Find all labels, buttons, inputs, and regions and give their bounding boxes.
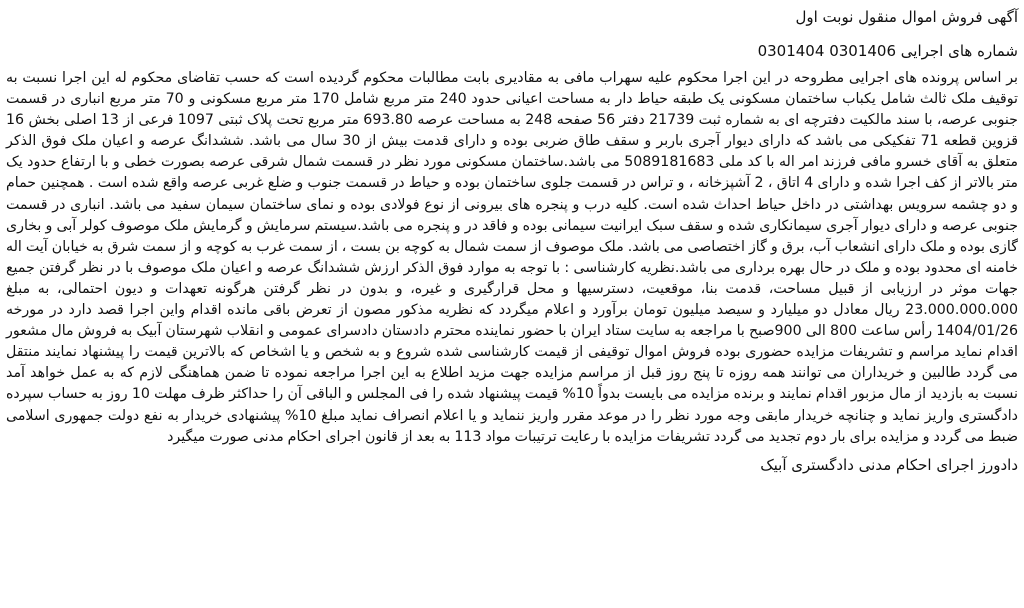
notice-body: بر اساس پرونده های اجرایی مطروحه در این اجرا محکوم علیه سهراب مافی به مقادیری بابت مطالبات محکوم گردیده است که حسب تقاضای محکوم له این اجرا نسبت به توقیف ملک ثالث شامل یکباب ساختمان مسکونی یک طبقه حیاط دار به مساحت اعیانی حدود 240 متر مربع شامل 170 متر مربع مسکونی و 70 متر مربع انباری در قسمت جنوبی عرصه، با سند مالکیت دفترچه ای به شماره ثبت 21739 دفتر 56 صفحه 248 به مساحت عرصه 693.80 متر مربع تحت پلاک ثبتی 1097 فرعی از 13 اصلی بخش 16 قزوین قطعه 71 تفکیکی می باشد که دارای دیوار آجری باربر و سقف طاق ضربی بوده و دارای قدمت بیش از 30 سال می باشد. ششدانگ عرصه و اعیان ملک فوق الذکر متعلق به آقای خسرو مافی فرزند امر اله با کد ملی 5089181683 می باشد.ساختمان مسکونی مورد نظر در قسمت شمال شرقی عرصه بصورت خطی و با ارتفاع حدود یک متر بالاتر از کف اجرا شده و دارای 4 اتاق ، 2 آشپزخانه ، و تراس در قسمت جلوی ساختمان بوده و حیاط در قسمت جنوب و ضلع غربی عرصه واقع شده است . همچنین حمام و دو چشمه سرویس بهداشتی در داخل حیاط احداث شده است. کلیه درب و پنجره های بیرونی از نوع فولادی بوده و نمای ساختمان سیمان سفید می باشد. انباری در قسمت جنوبی عرصه و دارای دیوار آجری سیمانکاری شده و سقف سبک ایرانیت سیمانی بوده و فاقد در و پنجره می باشد.سیستم سرمایش و گرمایش ملک موصوف کولر آبی و بخاری گازی بوده و ملک دارای انشعاب آب، برق و گاز اختصاصی می باشد. ملک موصوف از سمت شمال به کوچه بن بست ، از سمت غرب به کوچه و از سمت شرق به خیابان آیت اله خامنه ای محدود بوده و ملک در حال بهره برداری می باشد.نظریه کارشناسی : با توجه به موارد فوق الذکر ارزش ششدانگ عرصه و اعیان ملک موصوف با در نظر گرفتن جمیع جهات موثر در ارزیابی از قبیل مساحت، قدمت بنا، موقعیت، دسترسیها و محل قرارگیری و غیره، و بدون در نظر گرفتن هرگونه تعهدات و دیون احتمالی، به مبلغ 23.000.000.000 ریال معادل دو میلیارد و سیصد میلیون تومان برآورد و اعلام میگردد که نظریه مذکور مصون از تعرض باقی مانده اقدام واین اجرا قصد دارد در مورخه 1404/01/26 رأس ساعت 800 الی 900صبح با مراجعه به سایت ستاد ایران با حضور نماینده محترم دادستان دادسرای عمومی و انقلاب شهرستان آبیک به فروش مال مشعور اقدام نماید مراسم و تشریفات مزایده حضوری بوده فروش اموال توقیفی از قیمت کارشناسی شده شروع و به شخص و یا اشخاص که بالاترین قیمت را پیشنهاد نمایند منتقل می گردد طالبین و خریداران می توانند همه روزه تا پنج روز قبل از مراسم مزایده جهت مزید اطلاع به این اجرا مراجعه نموده تا ضمن هماهنگی لازم که به عمل خواهد آمد نسبت به بازدید از مال مزبور اقدام نمایند و برنده مزایده می بایست بدواً 10% قیمت پیشنهاد شده را فی المجلس و الباقی آن را حداکثر ظرف مهلت 10 روز به حساب سپرده دادگستری واریز نماید و چنانچه خریدار مابقی وجه مورد نظر را در موعد مقرر واریز ننماید و یا اعلام انصراف نماید مبلغ 10% پیشنهادی خریدار به نفع دولت جمهوری اسلامی ضبط می گردد و مزایده برای بار دوم تجدید می گردد تشریفات مزایده با رعایت ترتیبات مواد 113 به بعد از قانون اجرای احکام مدنی صورت میگیرد [6, 70, 1019, 445]
case-numbers: شماره های اجرایی 0301406 0301404 [757, 42, 1018, 60]
notice-title: آگهی فروش اموال منقول نوبت اول [795, 8, 1018, 26]
notice-signature: دادورز اجرای احکام مدنی دادگستری آبیک [760, 455, 1018, 474]
